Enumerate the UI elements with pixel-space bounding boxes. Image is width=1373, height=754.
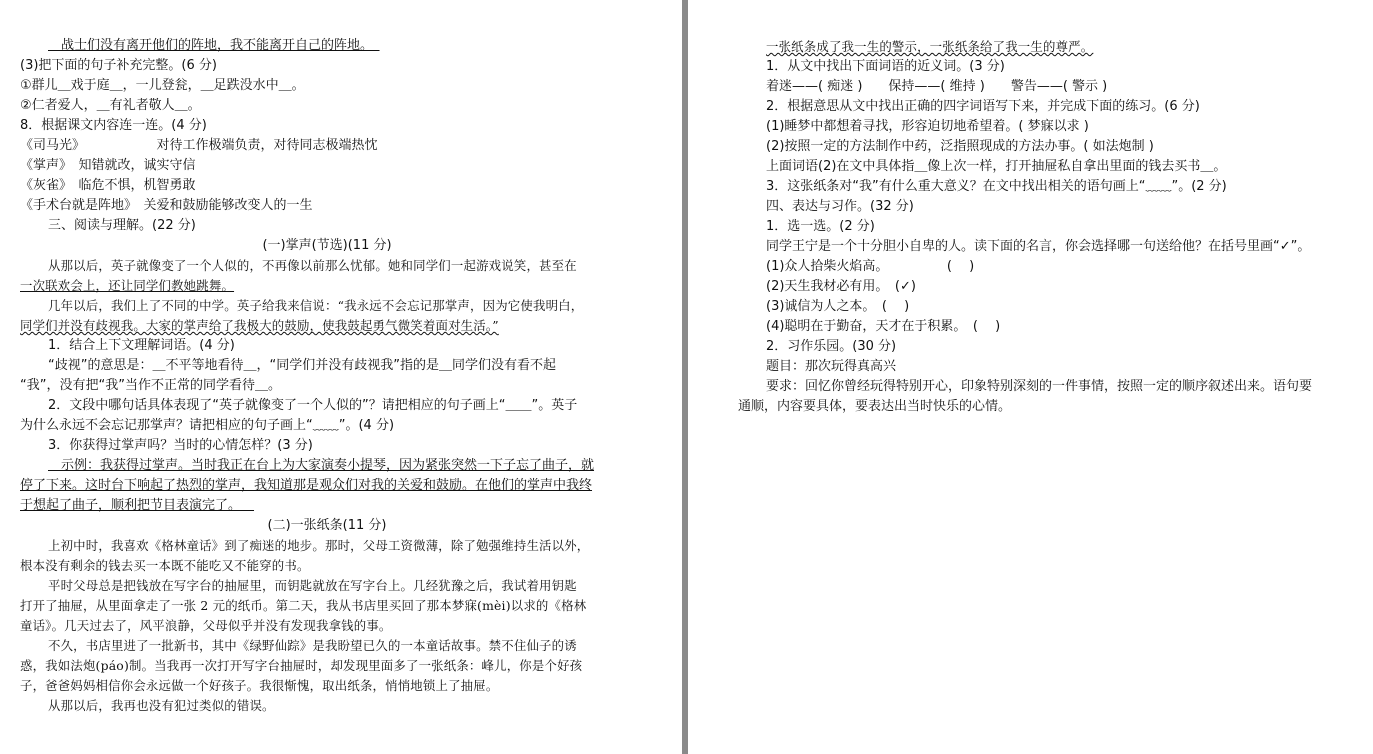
left-text-line: ②仁者爱人，＿有礼者敬人＿。 [20,98,201,113]
right-page-column [738,37,1354,417]
page-divider [682,0,688,754]
left-text-line: 同学们并没有歧视我。大家的掌声给了我极大的鼓励，使我鼓起勇气微笑着面对生活。” [20,318,499,333]
left-text-line: 三、阅读与理解。(22 分) [48,218,196,233]
right-text-line: 3．这张纸条对“我”有什么重大意义？在文中找出相关的语句画上“﹏﹏”。(2 分) [766,179,1227,194]
left-text-line: 惑，我如法炮(páo)制。当我再一次打开写字台抽屉时，却发现里面多了一张纸条：峰儿，你是个好孩 [20,658,583,673]
left-text-line: 《灰雀》 临危不惧，机智勇敢 [20,178,196,193]
right-text-line: 同学王宁是一个十分胆小自卑的人。读下面的名言，你会选择哪一句送给他？在括号里画“✓”。 [766,239,1311,254]
left-text-line: (一)掌声(节选)(11 分) [262,238,392,253]
right-text-line: 题目：那次玩得真高兴 [766,359,897,374]
left-text-line: 子，爸爸妈妈相信你会永远做一个好孩子。我很惭愧，取出纸条，悄悄地锁上了抽屉。 [20,678,499,693]
right-text-line: 四、表达与习作。(32 分) [766,199,914,214]
right-text-line: 着迷——( 痴迷 ) 保持——( 维持 ) 警告——( 警示 ) [766,79,1108,94]
left-text-line: 《司马光》 对待工作极端负责，对待同志极端热忱 [20,138,378,153]
right-text-line: (2)天生我材必有用。 (✓) [766,279,916,294]
right-text-line: 通顺，内容要具体，要表达出当时快乐的心情。 [738,399,1012,414]
left-text-line: 2．文段中哪句话具体表现了“英子就像变了一个人似的”？请把相应的句子画上“＿＿”。英子 [48,398,578,413]
left-text-line: 为什么永远不会忘记那掌声？请把相应的句子画上“﹏﹏”。(4 分) [20,418,395,433]
left-text-line: 于想起了曲子，顺利把节目表演完了。＿ [20,498,255,513]
left-text-line: 平时父母总是把钱放在写字台的抽屉里，而钥匙就放在写字台上。几经犹豫之后，我试着用钥匙 [48,578,577,593]
right-text-line: (1)众人拾柴火焰高。 ( ) [766,259,975,274]
left-page-column [20,36,634,716]
left-text-line: 1．结合上下文理解词语。(4 分) [48,338,235,353]
left-text-line: 示例：我获得过掌声。当时我正在台上为大家演奏小提琴，因为紧张突然一下子忘了曲子，就 [48,458,595,473]
right-text-line: (1)睡梦中都想着寻找，形容迫切地希望着。( 梦寐以求 ) [766,119,1089,134]
left-text-line: 8．根据课文内容连一连。(4 分) [20,118,207,133]
left-text-line: 《掌声》 知错就改，诚实守信 [20,158,196,173]
left-text-line: 《手术台就是阵地》 关爱和鼓励能够改变人的一生 [20,198,313,213]
right-text-line: 上面词语(2)在文中具体指＿像上次一样，打开抽屉私自拿出里面的钱去买书＿。 [766,159,1227,174]
left-text-line: 打开了抽屉，从里面拿走了一张 2 元的纸币。第二天，我从书店里买回了那本梦寐(mèi)以求的《格林 [20,598,587,613]
right-text-line: (4)聪明在于勤奋，天才在于积累。 ( ) [766,319,1001,334]
right-text-line: 1．从文中找出下面词语的近义词。(3 分) [766,59,1005,74]
left-text-line: 一次联欢会上，还让同学们教她跳舞。 [20,278,235,293]
left-text-line: (二)一张纸条(11 分) [267,518,387,533]
left-text-line: 3．你获得过掌声吗？当时的心情怎样？(3 分) [48,438,313,453]
left-text-line: ①群儿＿戏于庭＿，一儿登瓮，＿足跌没水中＿。 [20,78,305,93]
left-text-line: “我”，没有把“我”当作不正常的同学看待＿。 [20,378,281,393]
left-text-line: 根本没有剩余的钱去买一本既不能吃又不能穿的书。 [20,558,310,573]
right-text-line: 要求：回忆你曾经玩得特别开心，印象特别深刻的一件事情，按照一定的顺序叙述出来。语句要 [766,379,1313,394]
left-text-line: 从那以后，我再也没有犯过类似的错误。 [48,698,275,713]
left-text-line: 几年以后，我们上了不同的中学。英子给我来信说：“我永远不会忘记那掌声，因为它使我明白， [48,298,584,313]
left-text-line: (3)把下面的句子补充完整。(6 分) [20,58,217,73]
right-text-line: 2．根据意思从文中找出正确的四字词语写下来，并完成下面的练习。(6 分) [766,99,1200,114]
left-text-line: 从那以后，英子就像变了一个人似的，不再像以前那么忧郁。她和同学们一起游戏说笑，甚至在 [48,258,577,273]
left-text-line: “歧视”的意思是：＿不平等地看待＿，“同学们并没有歧视我”指的是＿同学们没有看不起 [48,358,556,373]
right-text-line: (2)按照一定的方法制作中药，泛指照现成的方法办事。( 如法炮制 ) [766,139,1154,154]
right-text-line: 2．习作乐园。(30 分) [766,339,897,354]
right-text-line: (3)诚信为人之本。 ( ) [766,299,910,314]
right-text-line: 1．选一选。(2 分) [766,219,875,234]
left-text-line: 童话》。几天过去了，风平浪静，父母似乎并没有发现我拿钱的事。 [20,618,392,633]
right-text-line: 一张纸条成了我一生的警示，一张纸条给了我一生的尊严。 [766,39,1094,54]
left-text-line: 不久，书店里进了一批新书，其中《绿野仙踪》是我盼望已久的一本童话故事。禁不住仙子的诱 [48,638,577,653]
left-text-line: 上初中时，我喜欢《格林童话》到了痴迷的地步。那时，父母工资微薄，除了勉强维持生活以外， [48,538,590,553]
left-text-line: 停了下来。这时台下响起了热烈的掌声，我知道那是观众们对我的关爱和鼓励。在他们的掌声中我终 [20,478,593,493]
left-text-line: 战士们没有离开他们的阵地，我不能离开自己的阵地。 [48,38,380,53]
